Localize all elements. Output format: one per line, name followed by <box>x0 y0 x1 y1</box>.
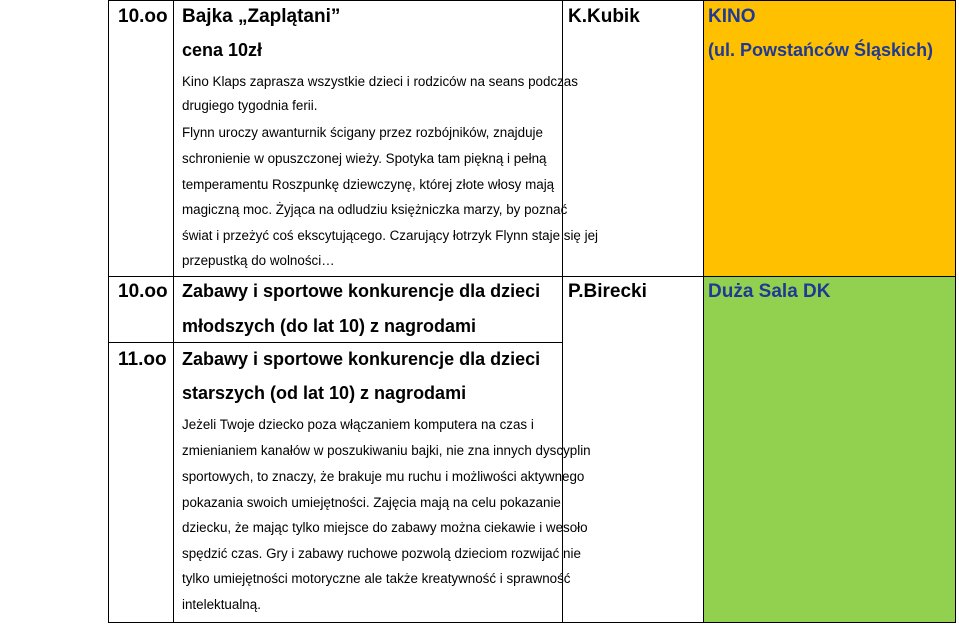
row2-person: P.Birecki <box>568 281 647 302</box>
row1-title: Bajka „Zaplątani” <box>182 6 341 27</box>
table-border-top <box>108 0 956 1</box>
table-border-right <box>955 0 956 623</box>
row1-desc-line: magiczną moc. Żyjąca na odludziu księżniczka marzy, by poznać <box>182 202 568 217</box>
row1-desc-line: drugiego tygodnia ferii. <box>182 98 318 113</box>
row3-time: 11.oo <box>118 349 167 370</box>
row1-venue-title: KINO <box>708 6 756 27</box>
row1-time: 10.oo <box>118 6 168 27</box>
row3-title-line1: Zabawy i sportowe konkurencje dla dzieci <box>182 349 541 369</box>
row1-desc-line: Flynn uroczy awanturnik ścigany przez rozbójników, znajduje <box>182 125 543 140</box>
row1-desc-line: Kino Klaps zaprasza wszystkie dzieci i rodziców na seans podczas <box>182 74 578 89</box>
table-border-bottom <box>108 622 956 623</box>
row2-title-line2: młodszych (do lat 10) z nagrodami <box>182 316 477 336</box>
venue-cell-sala <box>704 277 955 623</box>
row-divider-2 <box>108 342 563 343</box>
row3-title-line2: starszych (od lat 10) z nagrodami <box>182 383 467 403</box>
row1-desc-line: temperamentu Roszpunkę dziewczynę, której złote włosy mają <box>182 177 555 192</box>
row3-desc-line: spędzić czas. Gry i zabawy ruchowe pozwolą dzieciom rozwijać nie <box>182 546 581 561</box>
row3-desc-line: intelektualną. <box>182 597 261 612</box>
row1-desc-line: przepustką do wolności… <box>182 253 335 268</box>
row-divider-1 <box>108 276 956 277</box>
row2-time: 10.oo <box>118 281 168 302</box>
column-divider-3 <box>703 0 704 623</box>
row1-desc-line: świat i przeżyć coś ekscytującego. Czarujący łotrzyk Flynn staje się jej <box>182 228 598 243</box>
row3-desc-line: tylko umiejętności motoryczne ale także kreatywność i sprawność <box>182 571 571 586</box>
row1-venue-address: (ul. Powstańców Śląskich) <box>708 40 934 60</box>
row2-title-line1: Zabawy i sportowe konkurencje dla dzieci <box>182 281 541 301</box>
row3-desc-line: dziecku, że mając tylko miejsce do zabawy można ciekawie i wesoło <box>182 520 588 535</box>
row1-person: K.Kubik <box>568 6 640 27</box>
row2-venue: Duża Sala DK <box>708 281 831 302</box>
table-border-left <box>108 0 109 623</box>
row3-desc-line: pokazania swoich umiejętności. Zajęcia mają na celu pokazanie <box>182 495 561 510</box>
column-divider-1 <box>173 0 174 623</box>
row3-desc-line: zmienianiem kanałów w poszukiwaniu bajki, nie zna innych dyscyplin <box>182 443 591 458</box>
row1-price: cena 10zł <box>182 40 263 60</box>
row1-desc-line: schronienie w opuszczonej wieży. Spotyka tam piękną i pełną <box>182 151 547 166</box>
row3-desc-line: sportowych, to znaczy, że brakuje mu ruchu i możliwości aktywnego <box>182 469 585 484</box>
row3-desc-line: Jeżeli Twoje dziecko poza włączaniem komputera na czas i <box>182 417 534 432</box>
